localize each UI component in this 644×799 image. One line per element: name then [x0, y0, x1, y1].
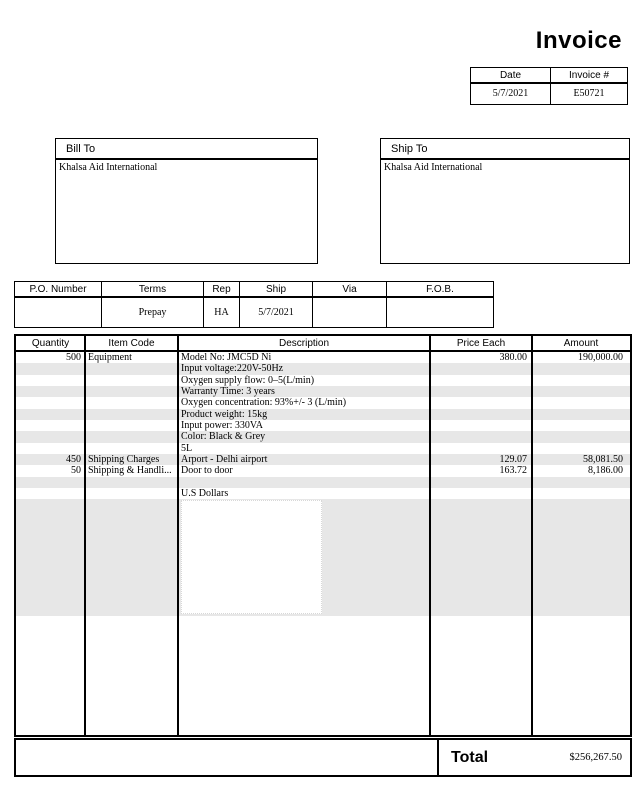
total-label: Total [451, 748, 489, 766]
po-table [14, 281, 494, 328]
item-line [16, 420, 630, 431]
column-divider [531, 336, 533, 735]
ship-to-content: Khalsa Aid International [384, 162, 483, 173]
item-price: 163.72 [499, 465, 527, 477]
item-code: Equipment [88, 352, 132, 363]
via-value [312, 298, 386, 327]
item-line [16, 397, 630, 408]
item-code: Shipping Charges [88, 454, 160, 466]
item-line [16, 465, 630, 476]
items-table [14, 334, 632, 737]
quantity-header: Quantity [31, 338, 70, 349]
po-header-row [15, 282, 493, 298]
po-value-row [15, 298, 493, 327]
ship-header: Ship [239, 282, 312, 297]
column-divider [177, 336, 179, 735]
meta-header-row [471, 68, 627, 84]
item-line [16, 363, 630, 374]
item-price: 129.07 [499, 454, 527, 466]
item-description: Input power: 330VA [181, 420, 264, 432]
item-description: Model No: JMC5D Ni [181, 352, 272, 363]
total-spacer [16, 740, 437, 775]
total-box [437, 740, 630, 775]
po-number-header: P.O. Number [29, 284, 87, 295]
item-amount: 190,000.00 [578, 352, 623, 363]
item-line [16, 431, 630, 442]
bill-to-label: Bill To [56, 139, 317, 160]
via-header: Via [312, 282, 386, 297]
rep-header: Rep [203, 282, 239, 297]
item-description: U.S Dollars [181, 488, 229, 500]
invoice-meta-table [470, 67, 628, 105]
item-code-header: Item Code [108, 338, 155, 349]
item-line [16, 375, 630, 386]
description-header: Description [278, 338, 330, 349]
item-amount: 8,186.00 [588, 465, 623, 477]
item-description: Oxygen concentration: 93%+/- 3 (L/min) [181, 397, 347, 409]
column-divider [429, 336, 431, 735]
ship-value: 5/7/2021 [239, 298, 312, 327]
item-qty: 50 [71, 465, 81, 477]
item-description: 5L [181, 442, 193, 454]
item-line [16, 386, 630, 397]
meta-invoice-number-header: Invoice # [550, 68, 627, 83]
items-body [16, 352, 630, 733]
meta-invoice-number-value: E50721 [550, 84, 627, 104]
total-amount: $256,267.50 [569, 752, 622, 763]
item-description: Color: Black & Grey [181, 431, 266, 443]
item-description: Warranty Time: 3 years [181, 386, 275, 398]
item-line [16, 477, 630, 488]
item-line [16, 454, 630, 465]
item-qty: 450 [66, 454, 81, 466]
item-description: Input voltage:220V-50Hz [181, 363, 284, 375]
shaded-band [16, 499, 630, 616]
item-description [178, 477, 430, 488]
bill-to-box [55, 138, 318, 264]
item-amount: 58,081.50 [583, 454, 623, 466]
fob-header: F.O.B. [386, 282, 493, 297]
item-description: Door to door [181, 465, 233, 477]
item-description: Arport - Delhi airport [181, 454, 268, 466]
bill-to-content: Khalsa Aid International [59, 162, 158, 173]
po-number-value [15, 298, 101, 327]
column-divider [84, 336, 86, 735]
item-price: 380.00 [499, 352, 527, 363]
invoice-title: Invoice [535, 27, 622, 54]
price-each-header: Price Each [456, 338, 506, 349]
item-code: Shipping & Handli... [88, 465, 172, 477]
item-description: Oxygen supply flow: 0–5(L/min) [181, 374, 315, 386]
fob-value [386, 298, 493, 327]
item-line [16, 443, 630, 454]
item-description: Product weight: 15kg [181, 408, 268, 420]
product-image-placeholder [181, 500, 322, 614]
meta-date-value: 5/7/2021 [492, 88, 529, 99]
amount-header: Amount [563, 338, 599, 349]
item-line [16, 409, 630, 420]
terms-header: Terms [101, 282, 203, 297]
item-line [16, 352, 630, 363]
item-qty: 500 [66, 352, 81, 363]
meta-value-row [471, 84, 627, 104]
total-row [14, 738, 632, 777]
terms-value: Prepay [101, 298, 203, 327]
item-lines [16, 352, 630, 499]
item-line [16, 488, 630, 499]
ship-to-box [380, 138, 630, 264]
meta-date-header: Date [499, 70, 522, 81]
ship-to-label: Ship To [381, 139, 629, 160]
rep-value: HA [203, 298, 239, 327]
items-header-row [16, 336, 630, 352]
